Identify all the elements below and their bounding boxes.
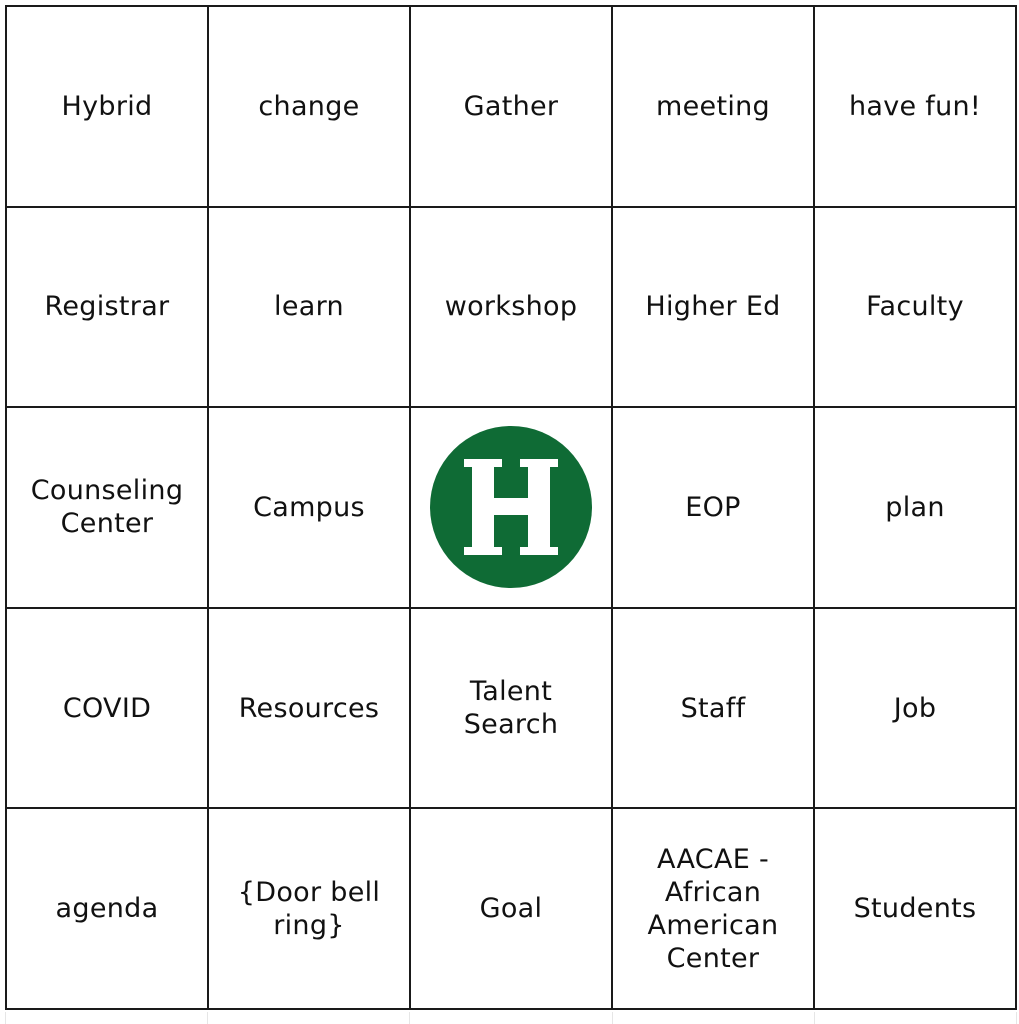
cell-label: AACAE - African American Center <box>647 843 779 974</box>
cell-label: Gather <box>463 90 559 122</box>
cell-label: COVID <box>62 692 152 724</box>
cell-label: Resources <box>238 692 380 724</box>
cell-label: EOP <box>685 491 741 523</box>
bingo-cell[interactable] <box>613 208 815 409</box>
cell-label: Goal <box>479 893 543 925</box>
bingo-cell[interactable] <box>209 7 411 208</box>
bingo-cell[interactable] <box>7 609 209 810</box>
cell-label: Hybrid <box>61 90 153 122</box>
cell-label: learn <box>274 291 344 323</box>
bingo-cell[interactable] <box>411 7 613 208</box>
cell-label: Counseling Center <box>30 475 184 540</box>
bingo-cell[interactable] <box>7 408 209 609</box>
cell-label: Job <box>893 692 937 724</box>
h-logo-svg <box>430 426 592 588</box>
cell-label: change <box>258 90 360 122</box>
bingo-cell[interactable] <box>815 809 1017 1010</box>
grid-line <box>208 1012 410 1024</box>
bingo-cell[interactable] <box>613 408 815 609</box>
bingo-cell[interactable] <box>411 609 613 810</box>
bingo-cell[interactable] <box>209 609 411 810</box>
cell-label: Registrar <box>44 291 170 323</box>
cell-label: Students <box>853 893 977 925</box>
cell-label: Faculty <box>866 291 964 323</box>
bingo-cell[interactable] <box>815 7 1017 208</box>
bingo-cell[interactable] <box>613 609 815 810</box>
bingo-cell[interactable] <box>815 408 1017 609</box>
bingo-cell[interactable] <box>209 809 411 1010</box>
free-space-cell[interactable] <box>411 408 613 609</box>
bingo-cell[interactable] <box>7 208 209 409</box>
bingo-cell[interactable] <box>815 208 1017 409</box>
h-logo-icon <box>430 426 592 588</box>
cell-label: plan <box>885 491 945 523</box>
grid-overflow-lines <box>5 1012 1017 1024</box>
bingo-cell[interactable] <box>7 7 209 208</box>
cell-label: Talent Search <box>463 676 559 741</box>
bingo-cell[interactable] <box>411 809 613 1010</box>
bingo-cell[interactable] <box>613 7 815 208</box>
cell-label: agenda <box>55 893 159 925</box>
bingo-cell[interactable] <box>613 809 815 1010</box>
bingo-board <box>5 5 1017 1010</box>
grid-line <box>6 1012 208 1024</box>
grid-line <box>815 1012 1017 1024</box>
cell-label: {Door bell ring} <box>237 876 381 941</box>
cell-label: Higher Ed <box>645 291 781 323</box>
bingo-cell[interactable] <box>411 208 613 409</box>
bingo-cell[interactable] <box>209 208 411 409</box>
bingo-cell[interactable] <box>7 809 209 1010</box>
cell-label: workshop <box>444 291 578 323</box>
grid-line <box>410 1012 612 1024</box>
cell-label: Staff <box>680 692 746 724</box>
bingo-cell[interactable] <box>209 408 411 609</box>
cell-label: meeting <box>656 90 770 122</box>
grid-line <box>613 1012 815 1024</box>
cell-label: have fun! <box>848 90 982 122</box>
bingo-cell[interactable] <box>815 609 1017 810</box>
cell-label: Campus <box>253 491 365 523</box>
